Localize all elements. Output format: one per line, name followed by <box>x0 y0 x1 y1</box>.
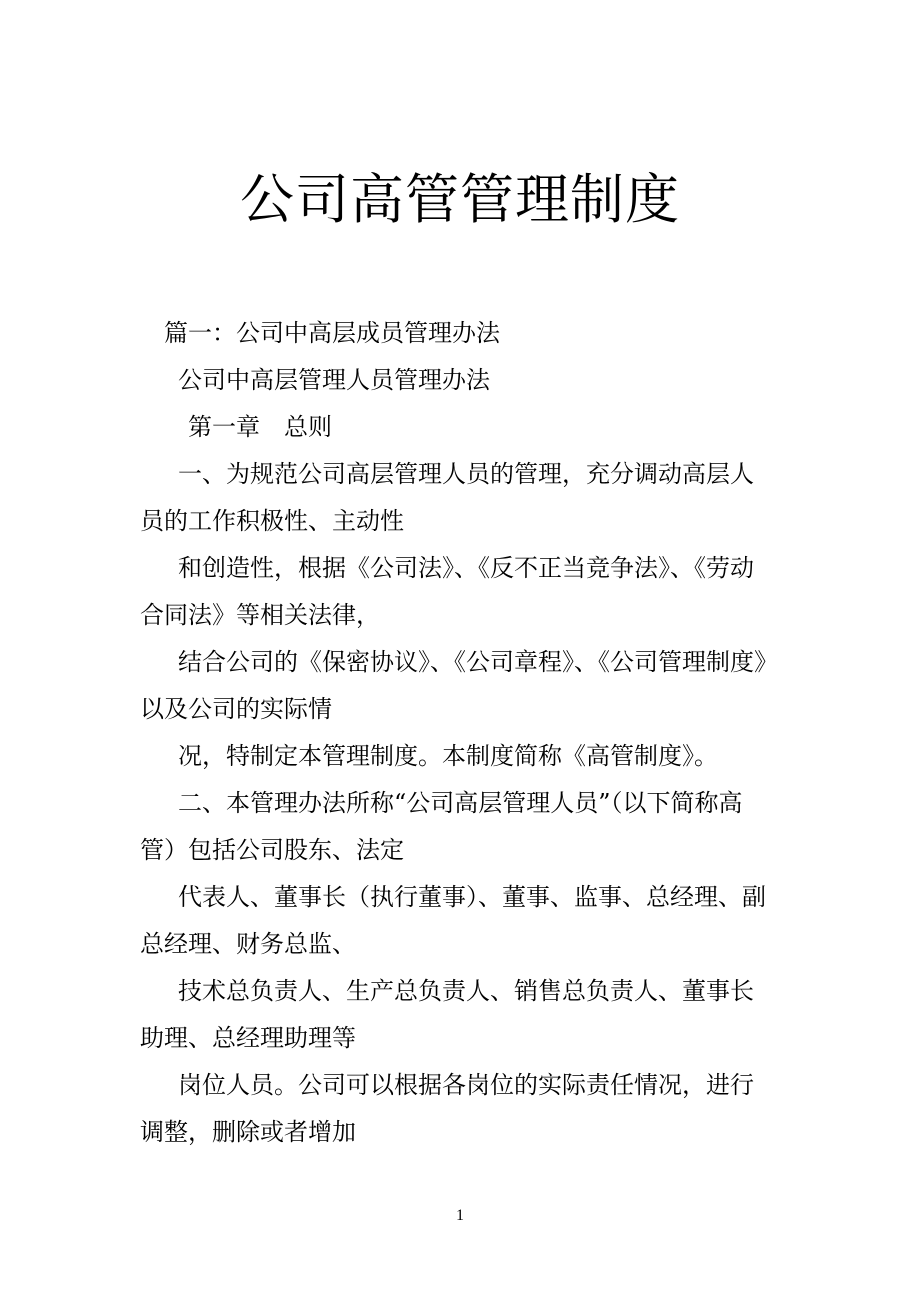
document-body <box>140 310 790 1156</box>
paragraph-line: 技术总负责人、生产总负责人、销售总负责人、董事长 <box>178 977 754 1005</box>
paragraph-line: 以及公司的实际情 <box>140 695 332 723</box>
paragraph-line: 况，特制定本管理制度。本制度简称《高管制度》。 <box>178 742 718 770</box>
subtitle: 公司中高层管理人员管理办法 <box>178 366 490 394</box>
page-number: 1 <box>456 1207 464 1224</box>
paragraph-line: 管）包括公司股东、法定 <box>140 836 404 864</box>
paragraph-line: 代表人、董事长（执行董事）、董事、监事、总经理、副 <box>178 883 766 911</box>
paragraph-line: 二、本管理办法所称“公司高层管理人员”（以下简称高 <box>178 789 743 817</box>
paragraph-line: 员的工作积极性、主动性 <box>140 507 404 535</box>
paragraph-line: 合同法》等相关法律， <box>140 601 380 629</box>
paragraph-line: 岗位人员。公司可以根据各岗位的实际责任情况，进行 <box>178 1071 754 1099</box>
paragraph-line: 一、为规范公司高层管理人员的管理，充分调动高层人 <box>178 460 754 488</box>
paragraph-line: 和创造性，根据《公司法》、《反不正当竞争法》、《劳动 <box>178 554 754 582</box>
paragraph-line: 调整，删除或者增加 <box>140 1118 356 1146</box>
paragraph-line: 结合公司的《保密协议》、《公司章程》、《公司管理制度》 <box>178 648 778 676</box>
document-title: 公司高管管理制度 <box>240 168 680 231</box>
paragraph-line: 助理、总经理助理等 <box>140 1024 356 1052</box>
paragraph-line: 总经理、财务总监、 <box>140 930 356 958</box>
section-heading: 篇一：公司中高层成员管理办法 <box>164 319 500 347</box>
chapter-heading: 第一章 总则 <box>188 413 332 441</box>
